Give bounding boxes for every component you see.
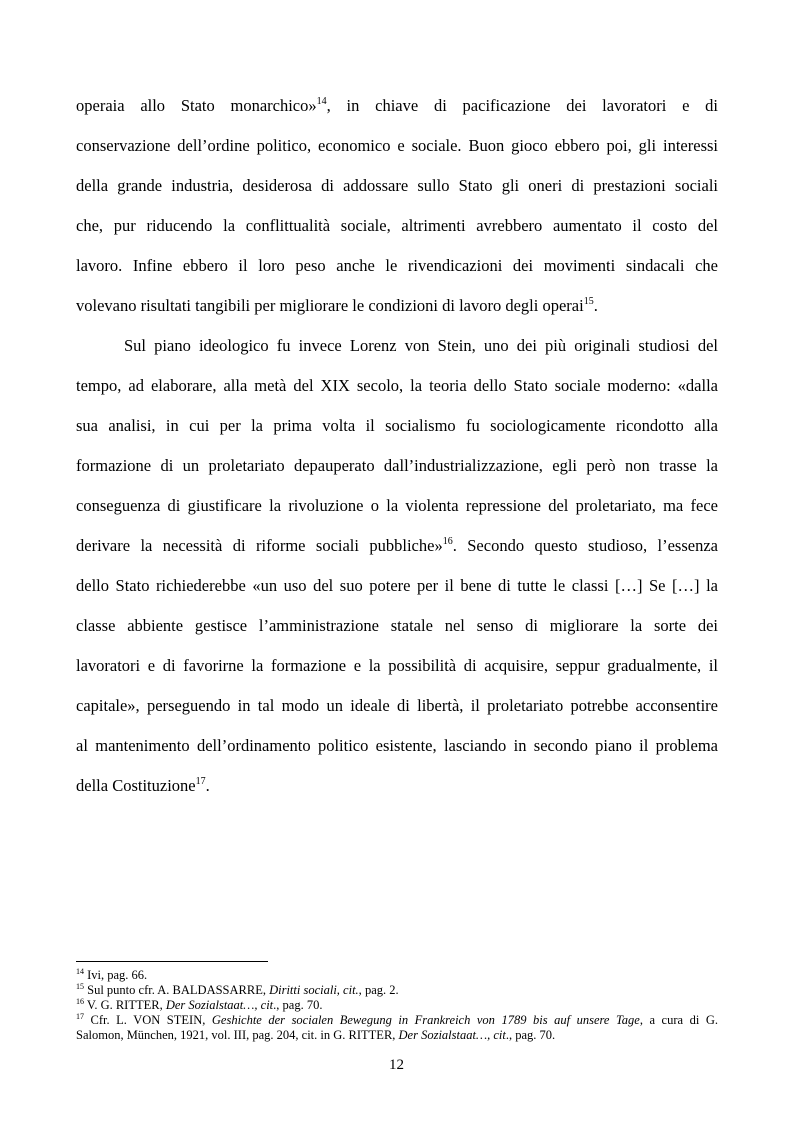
- text-line: al mantenimento dell’ordinamento politico esistente, lasciando in secondo piano il problema: [76, 736, 718, 755]
- text-line: Sul piano ideologico fu invece Lorenz von Stein, uno dei più originali studiosi del: [124, 336, 718, 355]
- paragraph-1: [76, 86, 718, 326]
- text-line: dello Stato richiederebbe «un uso del suo potere per il bene di tutte le classi […] Se […] la: [76, 576, 718, 595]
- text-line: sua analisi, in cui per la prima volta il socialismo fu sociologicamente ricondotto alla: [76, 416, 718, 435]
- paragraph-2: [76, 326, 718, 806]
- text-line: conseguenza di giustificare la rivoluzione o la violenta repressione del proletariato, ma fece: [76, 496, 718, 515]
- footnotes: [76, 968, 718, 1043]
- footnote-ref-17[interactable]: 17: [195, 775, 206, 787]
- page-number: 12: [389, 1057, 404, 1073]
- text-line: volevano risultati tangibili per migliorare le condizioni di lavoro degli operai$^{15}$.: [76, 295, 598, 315]
- text-line: che, pur riducendo la conflittualità sociale, altrimenti avrebbero aumentato il costo del: [76, 216, 718, 235]
- text-line: lavoratori e di favorirne la formazione e la possibilità di acquisire, seppur gradualmente, il: [76, 656, 718, 675]
- footnote-15: $^{15}$ Sul punto cfr. A. BALDASSARRE, Diritti sociali, cit., pag. 2.: [76, 981, 399, 997]
- text-line: della grande industria, desiderosa di addossare sullo Stato gli oneri di prestazioni sociali: [76, 176, 718, 195]
- footnote-ref-15[interactable]: 15: [583, 295, 594, 307]
- footnote-ref-16[interactable]: 16: [442, 535, 453, 547]
- text-line: capitale», perseguendo in tal modo un ideale di libertà, il proletariato potrebbe acconsentire: [76, 696, 718, 715]
- footnote-ref-14[interactable]: 14: [316, 95, 327, 107]
- footnote-16: $^{16}$ V. G. RITTER, Der Sozialstaat…, cit., pag. 70.: [76, 996, 323, 1012]
- text-line: tempo, ad elaborare, alla metà del XIX secolo, la teoria dello Stato sociale moderno: «dalla: [76, 376, 718, 395]
- text-line: derivare la necessità di riforme sociali pubbliche»$^{16}$. Secondo questo studioso, l’essenza: [76, 535, 718, 555]
- text-line: della Costituzione$^{17}$.: [76, 775, 210, 795]
- text-line: conservazione dell’ordine politico, economico e sociale. Buon gioco ebbero poi, gli interessi: [76, 136, 718, 155]
- text-line: operaia allo Stato monarchico»$^{14}$, in chiave di pacificazione dei lavoratori e di: [76, 95, 718, 115]
- text-line: lavoro. Infine ebbero il loro peso anche le rivendicazioni dei movimenti sindacali che: [76, 256, 718, 275]
- footnote-14: $^{14}$ Ivi, pag. 66.: [76, 966, 148, 982]
- footnote-separator: [76, 961, 268, 962]
- body-text: [76, 86, 718, 806]
- text-line: classe abbiente gestisce l’amministrazione statale nel senso di migliorare la sorte dei: [76, 616, 718, 635]
- footnote-17: $^{17}$ Cfr. L. VON STEIN, Geshichte der socialen Bewegung in Frankreich von 1789 bis auf unsere Tage, a cura di G. Salomon, München, 1921, vol. III, pag. 204, cit. in G. RITTER, Der Sozialstaat…, cit., pag. 70.: [76, 1011, 718, 1042]
- text-line: formazione di un proletariato depauperato dall’industrializzazione, egli però non trasse la: [76, 456, 718, 475]
